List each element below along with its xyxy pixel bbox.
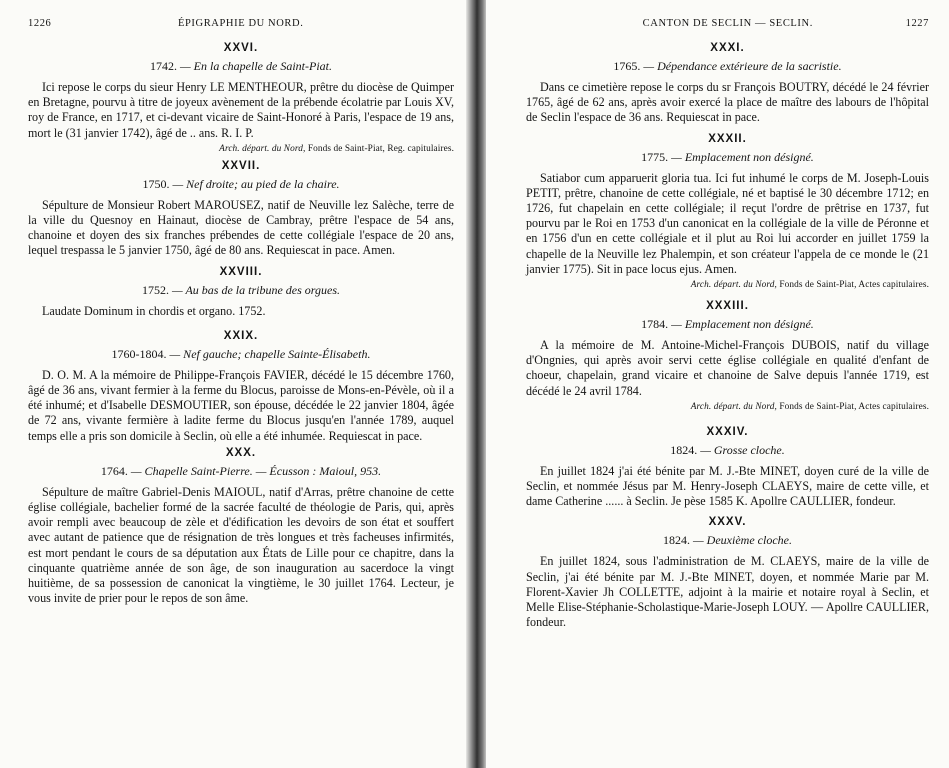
source-archive: Arch. départ. du Nord, bbox=[690, 280, 777, 291]
right-running-head bbox=[526, 18, 929, 34]
entry-heading bbox=[28, 464, 454, 479]
entry-date: 1752. bbox=[142, 282, 169, 297]
entry-heading bbox=[28, 283, 454, 298]
right-page bbox=[486, 0, 949, 768]
inscription-text: D. O. M. A la mémoire de Philippe-François FAVIER, décédé le 15 décembre 1760, âgé de 36 ans, vivant fermier à la ferme du Blocus, paroisse de Mons-en-Pévèle, où il a été inhumé; et d'Isabelle DESMOUTIER, son épouse, décédée le 22 janvier 1804, âgée de 72 ans, vivante fermière à ladite ferme du Blocus jusqu'en l'année 1789, auquel temps elle a pris son domicile à Seclin, où elle a été inhumée. Requiescat in pace. bbox=[28, 367, 454, 443]
book-gutter bbox=[466, 0, 488, 768]
entry-heading bbox=[28, 59, 454, 74]
source-citation bbox=[526, 280, 929, 290]
inscription-text: En juillet 1824, sous l'administration de M. CLAEYS, maire de la ville de Seclin, j'ai été bénite par M. J.-Bte MINET, doyen, et nommée Marie par M. Florent-Xavier Jh COLLETTE, adjoint à la mairie et notaire royal à Seclin, et Melle Elise-Stéphanie-Scholastique-Marie-Joseph LOUY. — Apollre CAULLIER, fondeur. bbox=[526, 554, 929, 630]
inscription-text: A la mémoire de M. Antoine-Michel-François DUBOIS, natif du village d'Ongnies, qui après avoir servi cette église collégiale en qualité d'enfant de choeur, chapelain, grand vicaire et chanoine de Salve depuis l'année 1719, est décédé le 24 avril 1784. bbox=[526, 338, 929, 398]
inscription-entry bbox=[526, 42, 929, 133]
entry-date: 1750. bbox=[142, 176, 170, 191]
entry-number: XXVII. bbox=[221, 159, 261, 172]
entry-heading bbox=[28, 177, 454, 192]
source-fonds: Fonds de Saint-Piat, Reg. capitulaires. bbox=[305, 143, 454, 154]
entry-location: — Au bas de la tribune des orgues. bbox=[169, 282, 340, 297]
entry-number: XXXII. bbox=[708, 132, 747, 145]
entry-number: XXVI. bbox=[223, 42, 259, 54]
inscription-text: Laudate Dominum in chordis et organo. 1752. bbox=[42, 303, 266, 318]
entry-date: 1742. bbox=[150, 59, 178, 73]
inscription-entry bbox=[28, 160, 454, 266]
entry-location: — Dépendance extérieure de la sacristie. bbox=[640, 59, 842, 73]
inscription-text: Dans ce cimetière repose le corps du sr François BOUTRY, décédé le 24 février 1765, âgé de 62 ans, après avoir exercé la place de maître des labours de l'hôpital de Seclin l'espace de 36 ans. Requiescat in pace. bbox=[526, 80, 929, 125]
inscription-entry bbox=[526, 133, 929, 300]
entry-heading bbox=[28, 347, 454, 362]
inscription-text: En juillet 1824 j'ai été bénite par M. J.-Bte MINET, doyen curé de la ville de Seclin, et nommée Jésus par M. Henry-Joseph CLAEYS, maire de cette ville, et dame Catherine ...... à Seclin. Je pèse 1585 K. Apollre CAULLIER, fondeur. bbox=[526, 463, 929, 509]
running-title: ÉPIGRAPHIE DU NORD. bbox=[177, 18, 304, 29]
source-citation bbox=[28, 144, 454, 154]
entry-date: 1775. bbox=[641, 149, 669, 164]
entry-location: — Emplacement non désigné. bbox=[668, 317, 814, 332]
entry-location: — Deuxième cloche. bbox=[690, 533, 792, 548]
entry-location: — En la chapelle de Saint-Piat. bbox=[177, 59, 332, 73]
entry-heading bbox=[526, 150, 929, 165]
entry-date: 1760-1804. bbox=[111, 346, 167, 361]
inscription-entry bbox=[28, 447, 454, 607]
inscription-entry bbox=[526, 516, 929, 630]
inscription-text: Ici repose le corps du sieur Henry LE MENTHEOUR, prêtre du diocèse de Quimper en Bretagne, pourvu à titre de joyeux avènement de la prébende écolatrie par Louis XV, roy de France, en 1717, et ci-devant vicaire de Saint-Honoré à Paris, l'espace de 19 ans, mort le (31 janvier 1742), âgé de .. ans. R. I. P. bbox=[28, 80, 454, 140]
inscription-entry bbox=[526, 426, 929, 517]
entry-date: 1824. bbox=[663, 533, 691, 548]
page-number: 1226 bbox=[28, 18, 52, 29]
source-fonds: Fonds de Saint-Piat, Actes capitulaires. bbox=[776, 280, 929, 291]
inscription-text: Sépulture de Monsieur Robert MAROUSEZ, natif de Neuville lez Salèche, terre de la ville du Quesnoy en Hainaut, diocèse de Cambray, prêtre l'espace de 54 ans, chanoine et doyen des six franches prébendes de cette collégiale l'espace de 20 ans, lequel trespassa le 5 janvier 1750, âgé de 80 ans. Requiescat in pace. Amen. bbox=[28, 197, 454, 258]
entry-date: 1824. bbox=[670, 442, 698, 457]
entry-location: — Nef gauche; chapelle Sainte-Élisabeth. bbox=[166, 346, 371, 361]
entry-number: XXXI. bbox=[710, 42, 745, 54]
source-fonds: Fonds de Saint-Piat, Actes capitulaires. bbox=[776, 401, 929, 412]
entry-date: 1765. bbox=[613, 59, 641, 73]
entry-number: XXVIII. bbox=[219, 265, 263, 278]
entry-heading bbox=[526, 317, 929, 332]
inscription-text: Satiabor cum apparuerit gloria tua. Ici fut inhumé le corps de M. Joseph-Louis PETIT, prêtre, chanoine de cette collégiale, né et baptisé le 30 décembre 1712; en 1726, fut chapelain en cette collégiale; il reçut l'ordre de prêtrise en 1737, fut pourvu par le Roi en 1753 d'un canonicat en la collégiale de la ville de Péronne et en 1756 d'un en cette collégiale et il plut au Roi lui accorder en juillet 1759 la chapelle de la Neuville lez Phalempin, et son créateur l'appela de ce monde le (21 janvier 1775). Sit in pace locus ejus. Amen. bbox=[526, 170, 929, 276]
entry-location: — Emplacement non désigné. bbox=[668, 149, 814, 164]
page-number: 1227 bbox=[905, 18, 929, 29]
entry-heading bbox=[526, 533, 929, 548]
entry-number: XXXIV. bbox=[706, 425, 749, 438]
entry-date: 1764. bbox=[100, 463, 128, 478]
inscription-text: Sépulture de maître Gabriel-Denis MAIOUL, natif d'Arras, prêtre chanoine de cette église collégiale, bachelier formé de la sacrée faculté de théologie de Paris, qui, après avoir rempli avec beaucoup de zèle et d'édification les devoirs de son état et souffert avec autant de patience que de résignation de très longues et très facheuses infirmités, est mort pendant le cours de sa députation aux États de Lille pour ce chapitre, dans la cinquante quatrième année de son âge, de son inauguration au sacerdoce la vingt huitième, de sa possession de canonicat la vingtième, le 30 juillet 1764. Lecteur, je vous invite de prier pour le repos de son âme. bbox=[28, 484, 454, 606]
inscription-entry bbox=[28, 266, 454, 330]
entry-location: — Nef droite; au pied de la chaire. bbox=[169, 176, 340, 191]
left-running-head bbox=[28, 18, 454, 34]
source-citation bbox=[526, 402, 929, 412]
left-page bbox=[0, 0, 468, 768]
entry-date: 1784. bbox=[641, 317, 669, 332]
entry-number: XXXV. bbox=[708, 516, 747, 529]
source-archive: Arch. départ. du Nord, bbox=[219, 143, 306, 154]
entry-number: XXXIII. bbox=[706, 300, 749, 313]
entry-heading bbox=[526, 443, 929, 458]
source-archive: Arch. départ. du Nord, bbox=[690, 401, 777, 412]
entry-heading bbox=[526, 59, 929, 74]
inscription-entry bbox=[526, 300, 929, 426]
running-title: CANTON DE SECLIN — SECLIN. bbox=[642, 18, 813, 29]
entry-location: — Chapelle Saint-Pierre. — Écusson : Maioul, 953. bbox=[127, 463, 382, 478]
entry-number: XXIX. bbox=[223, 329, 259, 342]
entry-number: XXX. bbox=[225, 446, 257, 459]
inscription-entry bbox=[28, 42, 454, 154]
entry-location: — Grosse cloche. bbox=[697, 442, 785, 457]
inscription-entry bbox=[28, 330, 454, 444]
